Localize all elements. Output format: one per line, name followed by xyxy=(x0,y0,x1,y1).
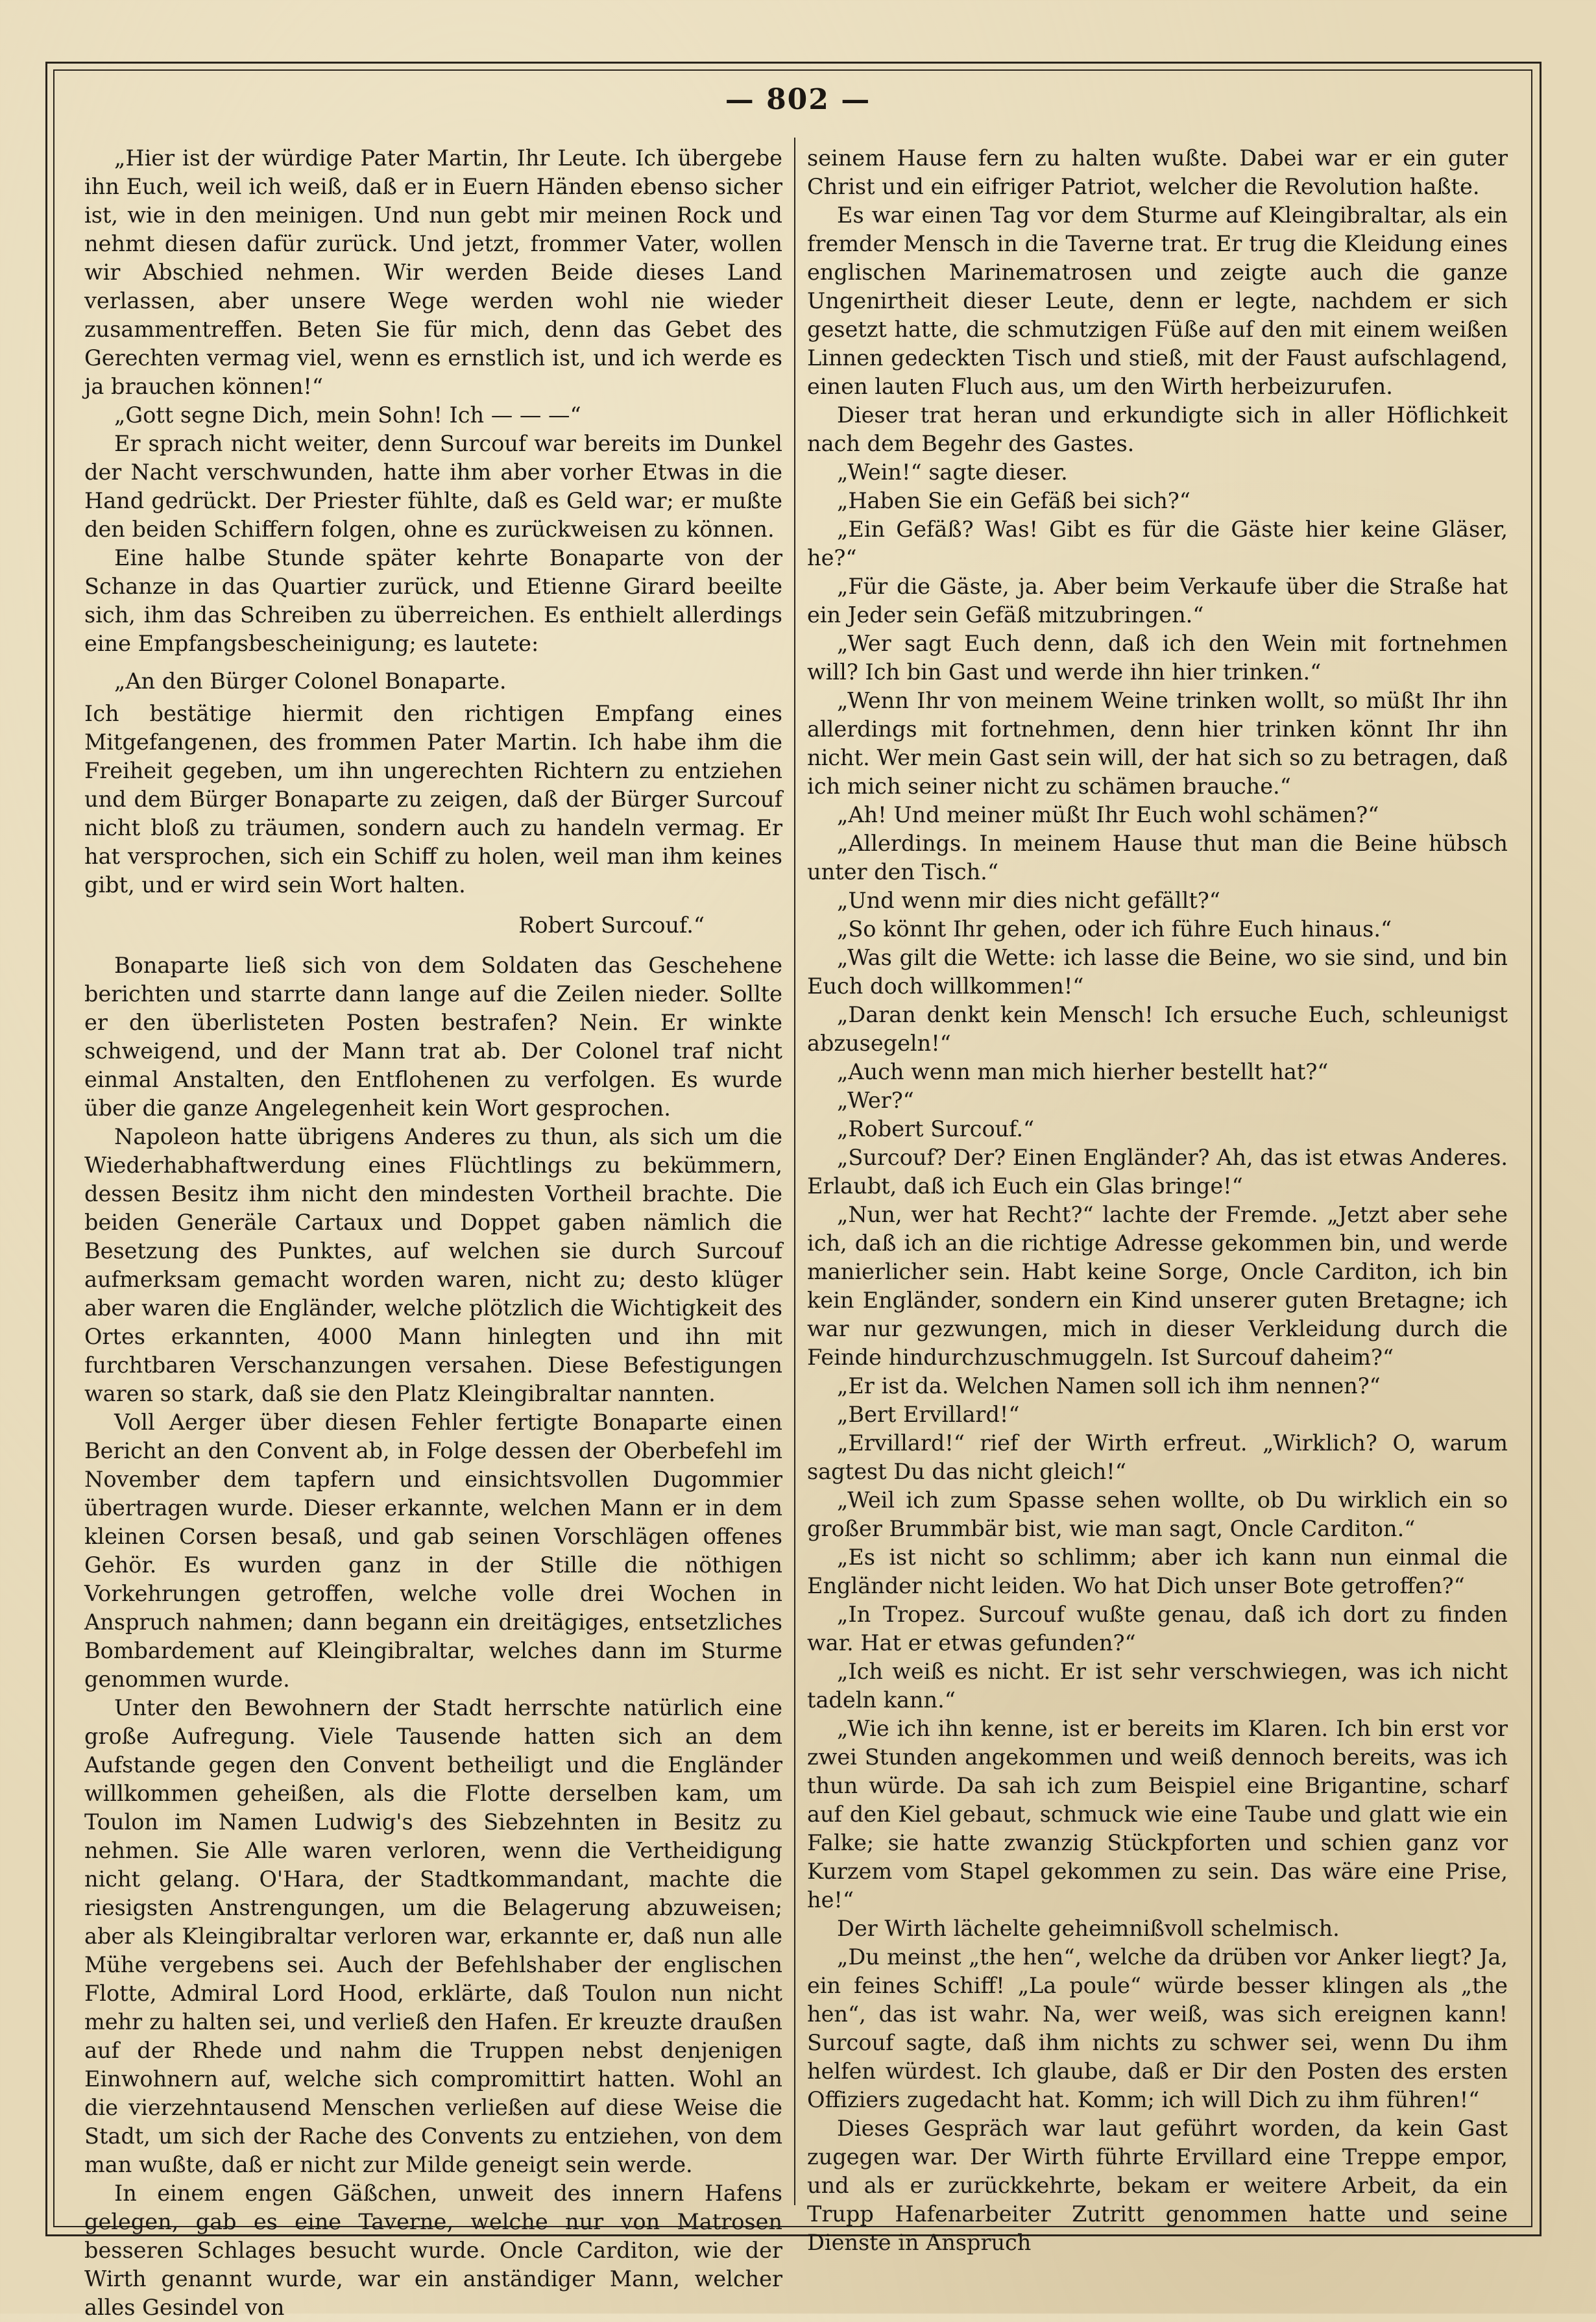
paragraph: Der Wirth lächelte geheimnißvoll schelmisch. xyxy=(837,1916,1340,1941)
paragraph: „Wenn Ihr von meinem Weine trinken wollt, so müßt Ihr ihn allerdings mit fortnehmen, denn hier trinken könnt Ihr ihn nicht. Wer mein Gast sein will, der hat sich so zu betragen, daß ich mich seiner nicht zu schämen brauche.“ xyxy=(807,688,1508,799)
paragraph: „Ervillard!“ rief der Wirth erfreut. „Wirklich? O, warum sagtest Du das nicht gleich!“ xyxy=(807,1430,1508,1484)
paragraph: „Ein Gefäß? Was! Gibt es für die Gäste hier keine Gläser, he?“ xyxy=(807,517,1508,570)
paragraph: „Wein!“ sagte dieser. xyxy=(837,459,1068,485)
paragraph: „Allerdings. In meinem Hause thut man die Beine hübsch unter den Tisch.“ xyxy=(807,831,1508,885)
paragraph: „Bert Ervillard!“ xyxy=(837,1402,1020,1427)
paragraph: „Wer?“ xyxy=(837,1088,914,1113)
paragraph: Unter den Bewohnern der Stadt herrschte natürlich eine große Aufregung. Viele Tausende hatten sich an dem Aufstande gegen den Convent betheiligt und die Engländer willkommen geheißen, als die Flotte derselben kam, um Toulon im Namen Ludwig's des Siebzehnten in Besitz zu nehmen. Sie Alle waren verloren, wenn die Vertheidigung nicht gelang. O'Hara, der Stadtkommandant, machte die riesigsten Anstrengungen, um die Belagerung abzuweisen; aber als Kleingibraltar verloren war, erkannte er, daß nun alle Mühe vergebens sei. Auch der Befehlshaber der englischen Flotte, Admiral Lord Hood, erklärte, daß Toulon nun nicht mehr zu halten sei, und verließ den Hafen. Er kreuzte draußen auf der Rhede und nahm die Truppen nebst denjenigen Einwohnern auf, welche sich compromittirt hatten. Wohl an die vierzehntausend Menschen verließen auf diese Weise die Stadt, um sich der Rache des Convents zu entziehen, von dem man wußte, daß er nicht zur Milde geneigt sein werde. xyxy=(84,1695,782,2177)
paragraph: „Wie ich ihn kenne, ist er bereits im Klaren. Ich bin erst vor zwei Stunden angekommen und weiß dennoch bereits, was ich thun würde. Da sah ich zum Beispiel eine Brigantine, scharf auf den Kiel gebaut, schmuck wie eine Taube und glatt wie ein Falke; sie hatte zwanzig Stückpforten und schien ganz vor Kurzem vom Stapel gekommen zu sein. Das wäre eine Prise, he!“ xyxy=(807,1716,1508,1913)
letter-signature: Robert Surcouf.“ xyxy=(518,912,705,938)
paragraph: „Er ist da. Welchen Namen soll ich ihm nennen?“ xyxy=(837,1373,1381,1399)
paragraph: „Robert Surcouf.“ xyxy=(837,1116,1035,1142)
letter-body: Ich bestätige hiermit den richtigen Empfang eines Mitgefangenen, des frommen Pater Martin. Ich habe ihm die Freiheit gegeben, um ihn ungerechten Richtern zu entziehen und dem Bürger Bonaparte zu zeigen, daß der Bürger Surcouf nicht bloß zu träumen, sondern auch zu handeln vermag. Er hat versprochen, sich ein Schiff zu holen, weil man ihm keines gibt, und er wird sein Wort halten. xyxy=(84,701,782,898)
paragraph: Dieser trat heran und erkundigte sich in aller Höflichkeit nach dem Begehr des Gastes. xyxy=(807,402,1508,456)
paragraph: Eine halbe Stunde später kehrte Bonaparte von der Schanze in das Quartier zurück, und Etienne Girard beeilte sich, ihm das Schreiben zu überreichen. Es enthielt allerdings eine Empfangsbescheinigung; es lautete: xyxy=(84,545,782,656)
paragraph: „Nun, wer hat Recht?“ lachte der Fremde. „Jetzt aber sehe ich, daß ich an die richtige Adresse gekommen bin, und werde manierlicher sein. Habt keine Sorge, Oncle Carditon, ich bin kein Engländer, sondern ein Kind unserer guten Bretagne; ich war nur gezwungen, mich in dieser Verkleidung durch die Feinde hindurchzuschmuggeln. Ist Surcouf daheim?“ xyxy=(807,1202,1508,1370)
paragraph: „So könnt Ihr gehen, oder ich führe Euch hinaus.“ xyxy=(837,916,1392,942)
paragraph: „Es ist nicht so schlimm; aber ich kann nun einmal die Engländer nicht leiden. Wo hat Dich unser Bote getroffen?“ xyxy=(807,1545,1508,1598)
left-column xyxy=(84,144,782,2322)
column-divider xyxy=(794,138,795,2205)
letter-salutation: „An den Bürger Colonel Bonaparte. xyxy=(114,668,507,694)
paragraph: seinem Hause fern zu halten wußte. Dabei war er ein guter Christ und ein eifriger Patriot, welcher die Revolution haßte. xyxy=(807,145,1508,199)
paragraph: „Ich weiß es nicht. Er ist sehr verschwiegen, was ich nicht tadeln kann.“ xyxy=(807,1659,1508,1713)
paragraph: „Was gilt die Wette: ich lasse die Beine, wo sie sind, und bin Euch doch willkommen!“ xyxy=(807,945,1508,999)
paragraph: „Surcouf? Der? Einen Engländer? Ah, das ist etwas Anderes. Erlaubt, daß ich Euch ein Glas bringe!“ xyxy=(807,1145,1508,1199)
paragraph: „In Tropez. Surcouf wußte genau, daß ich dort zu finden war. Hat er etwas gefunden?“ xyxy=(807,1602,1508,1656)
paragraph: „Hier ist der würdige Pater Martin, Ihr Leute. Ich übergebe ihn Euch, weil ich weiß, daß er in Euern Händen ebenso sicher ist, wie in den meinigen. Und nun gebt mir meinen Rock und nehmt diesen dafür zurück. Und jetzt, frommer Vater, wollen wir Abschied nehmen. Wir werden Beide dieses Land verlassen, aber unsere Wege werden wohl nie wieder zusammentreffen. Beten Sie für mich, denn das Gebet des Gerechten vermag viel, wenn es ernstlich ist, und ich werde es ja brauchen können!“ xyxy=(84,145,782,399)
paragraph: Napoleon hatte übrigens Anderes zu thun, als sich um die Wiederhabhaftwerdung eines Flüchtlings zu bekümmern, dessen Besitz ihm nicht den mindesten Vortheil brachte. Die beiden Generäle Cartaux und Doppet gaben nämlich die Besetzung des Punktes, auf welchen sie durch Surcouf aufmerksam gemacht worden waren, nicht zu; desto klüger aber waren die Engländer, welche plötzlich die Wichtigkeit des Ortes erkannten, 4000 Mann hinlegten und ihn mit furchtbaren Verschanzungen versahen. Diese Befestigungen waren so stark, daß sie den Platz Kleingibraltar nannten. xyxy=(84,1124,782,1406)
paragraph: Dieses Gespräch war laut geführt worden, da kein Gast zugegen war. Der Wirth führte Ervillard eine Treppe empor, und als er zurückkehrte, bekam er weitere Arbeit, da ein Trupp Hafenarbeiter Zutritt genommen hatte und seine Dienste in Anspruch xyxy=(807,2116,1508,2255)
paragraph: „Und wenn mir dies nicht gefällt?“ xyxy=(837,888,1220,913)
paragraph: „Auch wenn man mich hierher bestellt hat?“ xyxy=(837,1059,1329,1084)
paragraph: „Wer sagt Euch denn, daß ich den Wein mit fortnehmen will? Ich bin Gast und werde ihn hier trinken.“ xyxy=(807,631,1508,685)
paragraph: „Du meinst „the hen“, welche da drüben vor Anker liegt? Ja, ein feines Schiff! „La poule“ würde besser klingen als „the hen“, das ist wahr. Na, wer weiß, was sich ereignen kann! Surcouf sagte, daß ihm nichts zu schwer sei, wenn Du ihm helfen würdest. Ich glaube, daß er Dir den Posten des ersten Offiziers zugedacht hat. Komm; ich will Dich zu ihm führen!“ xyxy=(807,1944,1508,2112)
paragraph: „Ah! Und meiner müßt Ihr Euch wohl schämen?“ xyxy=(837,802,1379,827)
paragraph: „Haben Sie ein Gefäß bei sich?“ xyxy=(837,488,1191,513)
paragraph: Bonaparte ließ sich von dem Soldaten das Geschehene berichten und starrte dann lange auf die Zeilen nieder. Sollte er den überlisteten Posten bestrafen? Nein. Er winkte schweigend, und der Mann trat ab. Der Colonel traf nicht einmal Anstalten, den Entflohenen zu verfolgen. Es wurde über die ganze Angelegenheit kein Wort gesprochen. xyxy=(84,953,782,1121)
paragraph: „Weil ich zum Spasse sehen wollte, ob Du wirklich ein so großer Brummbär bist, wie man sagt, Oncle Carditon.“ xyxy=(807,1487,1508,1541)
paragraph: „Für die Gäste, ja. Aber beim Verkaufe über die Straße hat ein Jeder sein Gefäß mitzubringen.“ xyxy=(807,574,1508,628)
paragraph: Voll Aerger über diesen Fehler fertigte Bonaparte einen Bericht an den Convent ab, in Folge dessen der Oberbefehl im November dem tapfern und einsichtsvollen Dugommier übertragen wurde. Dieser erkannte, welchen Mann er in dem kleinen Corsen besaß, und gab seinen Vorschlägen offenes Gehör. Es wurden ganz in der Stille die nöthigen Vorkehrungen getroffen, welche volle drei Wochen in Anspruch nahmen; dann begann ein dreitägiges, entsetzliches Bombardement auf Kleingibraltar, welches dann im Sturme genommen wurde. xyxy=(84,1410,782,1692)
paragraph: „Gott segne Dich, mein Sohn! Ich — — —“ xyxy=(114,402,581,428)
letter xyxy=(84,700,782,899)
paragraph: „Daran denkt kein Mensch! Ich ersuche Euch, schleunigst abzusegeln!“ xyxy=(807,1002,1508,1056)
paragraph: Es war einen Tag vor dem Sturme auf Kleingibraltar, als ein fremder Mensch in die Taverne trat. Er trug die Kleidung eines englischen Marinematrosen und zeigte auch die ganze Ungenirtheit dieser Leute, denn er legte, nachdem er sich gesetzt hatte, die schmutzigen Füße auf den mit einem weißen Linnen gedeckten Tisch und stieß, mit der Faust aufschlagend, einen lauten Fluch aus, um den Wirth herbeizurufen. xyxy=(807,202,1508,399)
right-column xyxy=(807,144,1508,2257)
paragraph: In einem engen Gäßchen, unweit des innern Hafens gelegen, gab es eine Taverne, welche nur von Matrosen besseren Schlages besucht wurde. Oncle Carditon, wie der Wirth genannt wurde, war ein anständiger Mann, welcher alles Gesindel von xyxy=(84,2181,782,2320)
paragraph: Er sprach nicht weiter, denn Surcouf war bereits im Dunkel der Nacht verschwunden, hatte ihm aber vorher Etwas in die Hand gedrückt. Der Priester fühlte, daß es Geld war; er mußte den beiden Schiffern folgen, ohne es zurückweisen zu können. xyxy=(84,431,782,542)
page-number: — 802 — xyxy=(725,83,871,116)
